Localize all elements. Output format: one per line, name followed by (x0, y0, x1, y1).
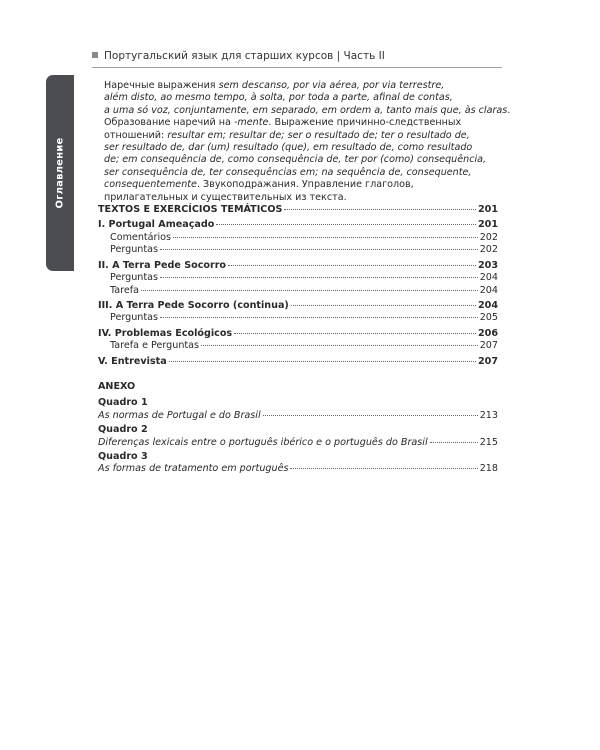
toc-entry-page: 205 (479, 312, 498, 324)
toc-entry-page: 203 (477, 259, 498, 271)
toc-entry-page: 201 (477, 219, 498, 231)
dot-leader (201, 345, 478, 346)
dot-leader (228, 265, 476, 266)
toc-content (98, 80, 511, 476)
toc-entry-page: 202 (479, 231, 498, 243)
dot-leader (284, 209, 476, 210)
intro-segment: . (507, 104, 511, 116)
toc-entry-label: IV. Problemas Ecológicos (98, 327, 233, 339)
intro-segment: ser consequência de, ter consequências em; na sequência de, consequente, (104, 166, 472, 178)
intro-line (104, 104, 511, 117)
toc-entry[interactable] (98, 437, 498, 449)
toc-entry[interactable] (98, 410, 498, 422)
intro-segment: de; em consequência de, como consequência de, ter por (como) consequência, (104, 154, 487, 166)
toc-entry-page: 204 (479, 272, 498, 284)
toc-entry-label: Diferenças lexicais entre o português ibérico e o português do Brasil (98, 436, 428, 448)
toc-entry-label: Perguntas (110, 312, 159, 324)
toc-entry-label: Perguntas (110, 244, 159, 256)
intro-segment: . Выражение причинно-следственных (268, 117, 462, 129)
intro-segment: . Звукоподражания. Управление глаголов, (196, 179, 414, 191)
intro-line (104, 154, 498, 166)
toc-entry-page: 213 (479, 409, 498, 421)
intro-line (104, 167, 498, 179)
toc-entry-page: 206 (477, 327, 498, 339)
intro-segment: ser resultado de, dar (um) resultado (que), em resultado de, como resultado (104, 142, 473, 154)
anexo-title: ANEXO (98, 380, 136, 392)
toc-entry-label: II. A Terra Pede Socorro (98, 259, 227, 271)
intro-segment: отношений: (104, 129, 168, 141)
intro-segment: a uma só voz, conjuntamente, em separado, em ordem a, tanto mais que, às claras (104, 104, 508, 116)
toc-entry[interactable] (98, 463, 498, 475)
toc-list (98, 204, 498, 368)
intro-line (104, 142, 498, 154)
toc-entry-label: As formas de tratamento em português (98, 463, 289, 475)
intro-segment: além disto, ao mesmo tempo, à solta, por toda a parte, afinal de contas, (104, 92, 453, 104)
toc-entry-page: 218 (479, 463, 498, 475)
dot-leader (216, 224, 476, 225)
toc-entry[interactable] (98, 204, 498, 216)
toc-entry[interactable] (98, 312, 498, 324)
toc-entry-label: TEXTOS E EXERCÍCIOS TEMÁTICOS (98, 204, 283, 216)
toc-entry[interactable] (98, 356, 498, 368)
anexo-quadro-title: Quadro 2 (98, 424, 148, 436)
toc-entry-label: As normas de Portugal e do Brasil (98, 409, 261, 421)
toc-entry-label: V. Entrevista (98, 355, 167, 367)
dot-leader (430, 442, 478, 443)
dot-leader (234, 333, 476, 334)
toc-entry[interactable] (98, 328, 498, 340)
toc-entry-label: Comentários (110, 231, 172, 243)
header-square-icon (92, 52, 98, 58)
anexo-quadro-title: Quadro 3 (98, 450, 148, 462)
toc-entry-label: I. Portugal Ameaçado (98, 219, 215, 231)
anexo-section (98, 381, 498, 476)
intro-segment: sem descanso, por via aérea, por via terrestre, (218, 80, 445, 91)
intro-segment: Образование наречий на (104, 117, 234, 129)
intro-segment: Наречные выражения (104, 80, 219, 91)
toc-entry[interactable] (98, 219, 498, 231)
anexo-quadro-title: Quadro 1 (98, 397, 148, 409)
dot-leader (291, 305, 476, 306)
intro-line (104, 192, 498, 204)
running-header (92, 50, 498, 62)
dot-leader (160, 317, 478, 318)
side-tab (46, 75, 74, 271)
toc-entry-page: 204 (479, 284, 498, 296)
toc-entry[interactable] (98, 272, 498, 284)
toc-entry-label: Tarefa (110, 284, 140, 296)
intro-segment: resultar em; resultar de; ser o resultado de; ter o resultado de, (167, 129, 470, 141)
anexo-items (98, 397, 498, 475)
toc-entry[interactable] (98, 300, 498, 312)
dot-leader (263, 415, 478, 416)
intro-line (104, 130, 498, 142)
intro-line (104, 92, 498, 104)
toc-entry-page: 204 (477, 299, 498, 311)
toc-entry[interactable] (98, 260, 498, 272)
toc-entry-page: 207 (477, 355, 498, 367)
intro-segment: consequentemente (104, 179, 197, 191)
intro-line (104, 117, 498, 129)
toc-entry[interactable] (98, 232, 498, 244)
toc-entry-page: 201 (477, 204, 498, 216)
intro-line (104, 179, 498, 191)
dot-leader (160, 277, 478, 278)
dot-leader (173, 237, 478, 238)
intro-line (104, 80, 498, 92)
toc-entry[interactable] (98, 285, 498, 297)
dot-leader (141, 290, 478, 291)
side-tab-label: Оглавление (54, 137, 66, 209)
toc-entry-page: 215 (479, 436, 498, 448)
toc-entry-page: 202 (479, 244, 498, 256)
toc-entry[interactable] (98, 340, 498, 352)
dot-leader (169, 361, 476, 362)
dot-leader (160, 249, 478, 250)
header-rule (92, 67, 502, 68)
toc-entry-page: 207 (479, 340, 498, 352)
toc-entry-label: Tarefa e Perguntas (110, 340, 200, 352)
toc-entry-label: Perguntas (110, 272, 159, 284)
header-text: Португальский язык для старших курсов | Часть II (104, 50, 385, 62)
intro-paragraph (104, 80, 511, 204)
toc-entry-label: III. A Terra Pede Socorro (continua) (98, 299, 289, 311)
intro-segment: -mente (233, 117, 269, 129)
intro-segment: прилагательных и существительных из текста. (104, 191, 347, 203)
toc-entry[interactable] (98, 244, 498, 256)
dot-leader (290, 468, 477, 469)
